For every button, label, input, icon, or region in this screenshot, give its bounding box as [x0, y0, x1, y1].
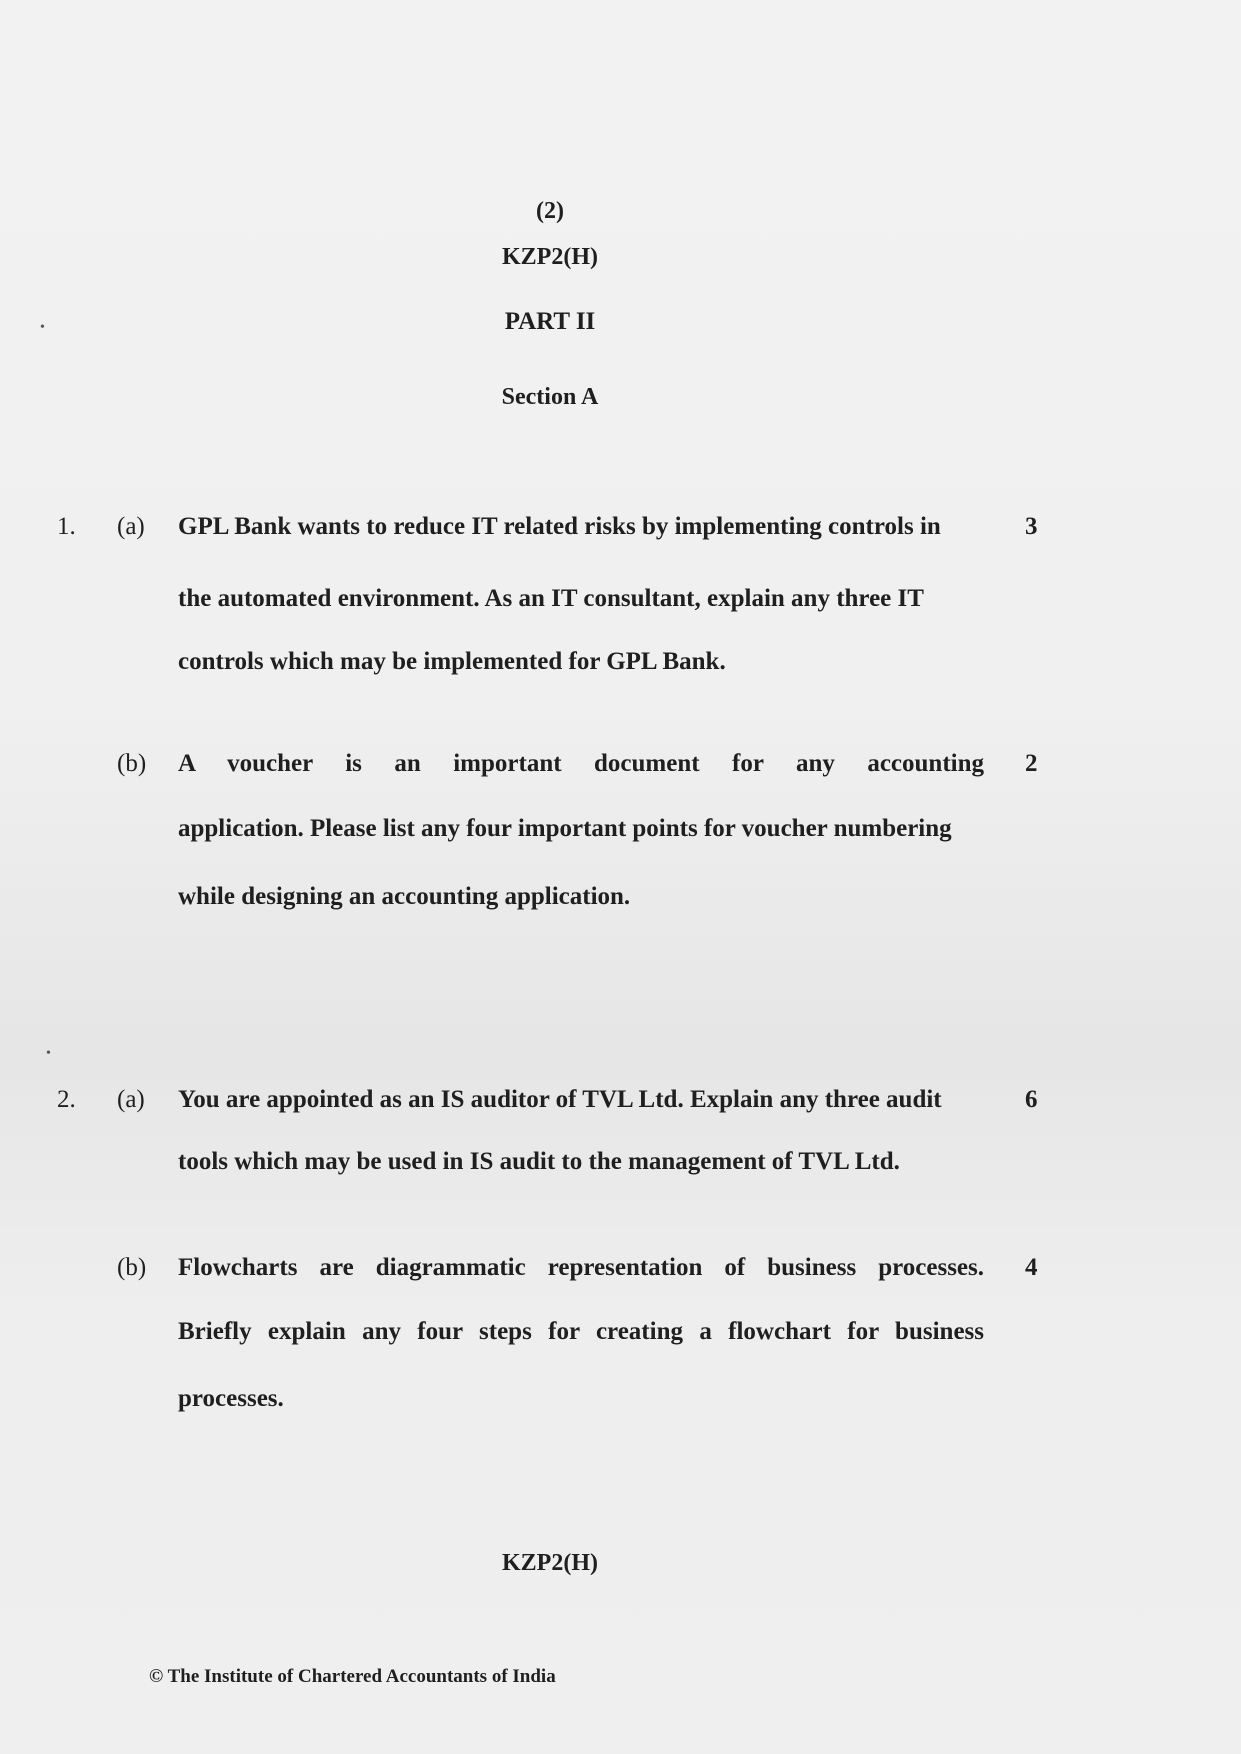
question-text-line: processes.	[178, 1385, 284, 1412]
paper-code-header: KZP2(H)	[502, 244, 598, 270]
question-text-line: while designing an accounting application.	[178, 883, 631, 910]
question-part-label: (b)	[117, 750, 147, 777]
question-text-line: application. Please list any four important points for voucher numbering	[178, 815, 952, 842]
question-number: 2.	[57, 1086, 76, 1113]
question-number: 1.	[57, 513, 76, 540]
question-part-label: (a)	[117, 513, 145, 540]
question-marks: 3	[1025, 513, 1038, 540]
section-heading: Section A	[501, 384, 599, 410]
question-text-line: Briefly explain any four steps for creating a flowchart for business	[178, 1318, 984, 1345]
part-heading: PART II	[504, 308, 596, 335]
scan-speck: •	[40, 320, 45, 335]
question-marks: 4	[1025, 1254, 1038, 1281]
question-part-label: (a)	[117, 1086, 145, 1113]
question-part-label: (b)	[117, 1254, 147, 1281]
paper-code-footer: KZP2(H)	[502, 1550, 598, 1576]
question-text-line: tools which may be used in IS audit to the management of TVL Ltd.	[178, 1148, 900, 1175]
question-marks: 2	[1025, 750, 1038, 777]
page-number: (2)	[536, 198, 564, 224]
question-text-line: Flowcharts are diagrammatic representation of business processes.	[178, 1254, 984, 1281]
scan-speck: •	[46, 1046, 51, 1061]
question-text-line: A voucher is an important document for any accounting	[178, 750, 984, 777]
question-text-line: controls which may be implemented for GPL Bank.	[178, 648, 726, 675]
copyright-notice: © The Institute of Chartered Accountants of India	[149, 1666, 556, 1687]
question-text-line: the automated environment. As an IT consultant, explain any three IT	[178, 585, 924, 612]
question-text-line: You are appointed as an IS auditor of TVL Ltd. Explain any three audit	[178, 1086, 942, 1113]
question-text-line: GPL Bank wants to reduce IT related risks by implementing controls in	[178, 513, 941, 540]
question-marks: 6	[1025, 1086, 1038, 1113]
